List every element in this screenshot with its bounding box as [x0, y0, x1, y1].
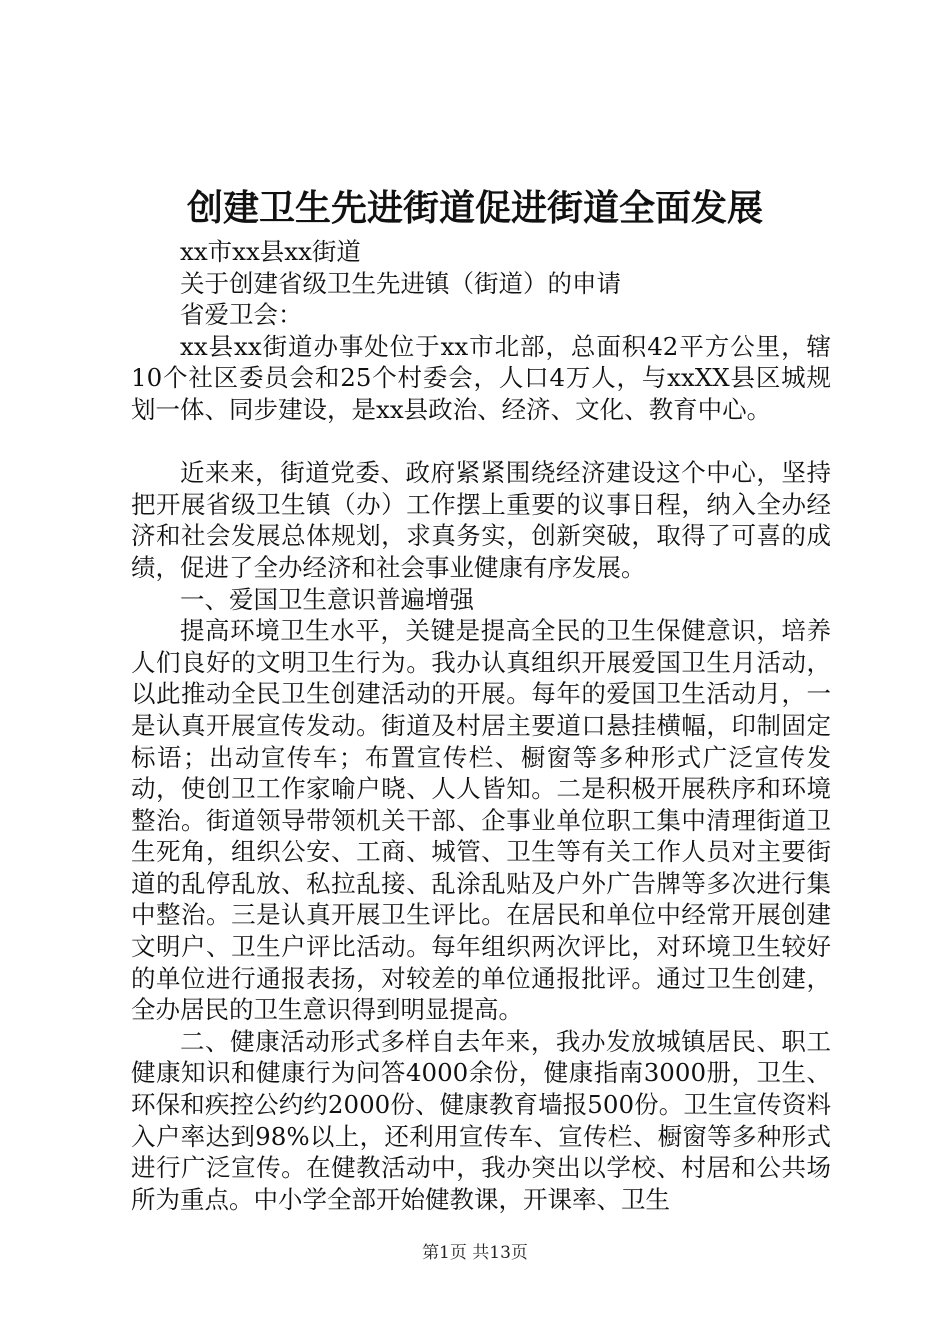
- document-title: 创建卫生先进街道促进街道全面发展: [186, 187, 763, 229]
- paragraph-address: xx市xx县xx街道: [180, 237, 361, 266]
- paragraph-section-1: 提高环境卫生水平，关键是提高全民的卫生保健意识，培养人们良好的文明卫生行为。我办认真组织开展爱国卫生月活动，以此推动全民卫生创建活动的开展。每年的爱国卫生活动月，一是认真开展宣传发动。街道及村居主要道口悬挂横幅，印制固定标语；出动宣传车；布置宣传栏、橱窗等多种形式广泛宣传发动，使创卫工作家喻户晓、人人皆知。二是积极开展秩序和环境整治。街道领导带领机关干部、企事业单位职工集中清理街道卫生死角，组织公安、工商、城管、卫生等有关工作人员对主要街道的乱停乱放、私拉乱接、乱涂乱贴及户外广告牌等多次进行集中整治。三是认真开展卫生评比。在居民和单位中经常开展创建文明户、卫生户评比活动。每年组织两次评比，对环境卫生较好的单位进行通报表扬，对较差的单位通报批评。通过卫生创建，全办居民的卫生意识得到明显提高。: [131, 616, 831, 1025]
- document-body: [131, 236, 831, 1215]
- paragraph-section-2: 二、健康活动形式多样自去年来，我办发放城镇居民、职工健康知识和健康行为问答4000余份，健康指南3000册，卫生、环保和疾控公约约2000份、健康教育墙报500份。卫生宣传资料入户率达到98%以上，还利用宣传车、宣传栏、橱窗等多种形式进行广泛宣传。在健教活动中，我办突出以学校、村居和公共场所为重点。中小学全部开始健教课，开课率、卫生: [131, 1026, 831, 1214]
- section-heading-1: 一、爱国卫生意识普遍增强: [180, 584, 474, 614]
- paragraph-subject: 关于创建省级卫生先进镇（街道）的申请: [180, 268, 621, 298]
- paragraph-salutation: 省爱卫会：: [180, 300, 303, 330]
- page-number: 第1页 共13页: [422, 1243, 528, 1263]
- paragraph-overview: xx县xx街道办事处位于xx市北部，总面积42平方公里，辖10个社区委员会和25个村委会，人口4万人，与xxXX县区城规划一体、同步建设，是xx县政治、经济、文化、教育中心。: [131, 331, 831, 424]
- paragraph-introduction: 近来来，街道党委、政府紧紧围绕经济建设这个中心，坚持把开展省级卫生镇（办）工作摆上重要的议事日程，纳入全办经济和社会发展总体规划，求真务实，创新突破，取得了可喜的成绩，促进了全办经济和社会事业健康有序发展。: [131, 458, 831, 582]
